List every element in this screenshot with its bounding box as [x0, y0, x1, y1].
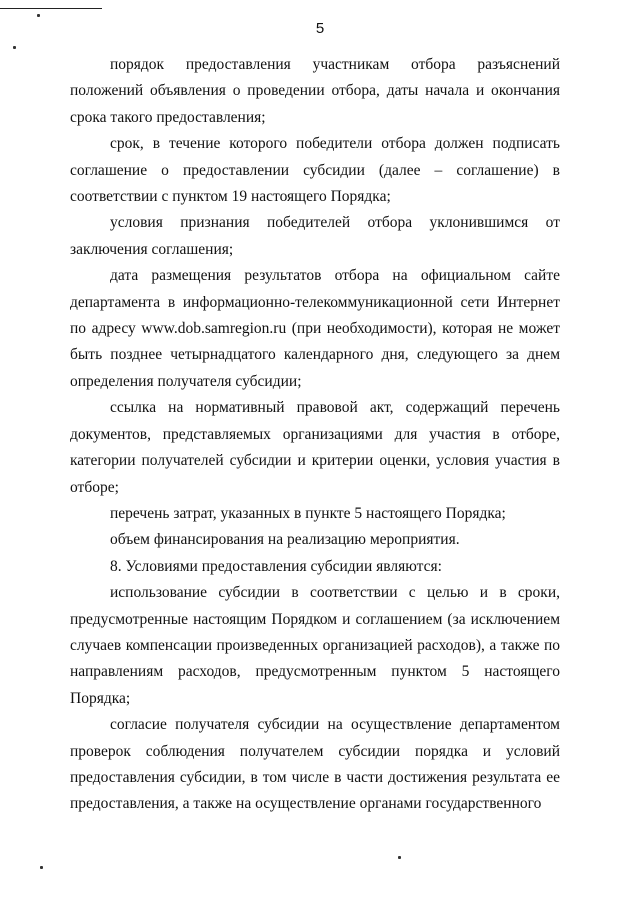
scan-speck — [40, 866, 43, 869]
scan-speck — [398, 856, 401, 859]
paragraph: 8. Условиями предоставления субсидии являются: — [110, 557, 442, 575]
paragraph: срок, в течение которого победители отбора должен подписать соглашение о предоставлении субсидии (далее – соглашение) в соответствии с пунктом 19 настоящего Порядка; — [70, 135, 560, 206]
header-rule — [0, 8, 102, 9]
paragraph: объем финансирования на реализацию мероприятия. — [110, 531, 460, 549]
body-text — [70, 52, 560, 818]
paragraph: использование субсидии в соответствии с целью и в сроки, предусмотренные настоящим Порядком и соглашением (за исключением случаев компенсации произведенных организацией расходов), а также по направлениям расходов, предусмотренным пунктом 5 настоящего Порядка; — [70, 584, 560, 707]
paragraph: условия признания победителей отбора уклонившимся от заключения соглашения; — [70, 214, 560, 258]
paragraph: порядок предоставления участникам отбора разъяснений положений объявления о проведении отбора, даты начала и окончания срока такого предоставления; — [70, 56, 560, 126]
paragraph: дата размещения результатов отбора на официальном сайте департамента в информационно-телекоммуникационной сети Интернет по адресу www.dob.samregion.ru (при необходимости), которая не может быть позднее четырнадцатого календарного дня, следующего за днем определения получателя субсидии; — [70, 267, 560, 390]
page-number: 5 — [315, 20, 325, 37]
paragraph: согласие получателя субсидии на осуществление департаментом проверок соблюдения получателем субсидии порядка и условий предоставления субсидии, в том числе в части достижения результата ее предоставления, а также на осуществление органами государственного — [70, 716, 560, 813]
scan-speck — [13, 46, 16, 49]
scan-speck — [37, 14, 40, 17]
paragraph: ссылка на нормативный правовой акт, содержащий перечень документов, представляемых организациями для участия в отборе, категории получателей субсидии и критерии оценки, условия участия в отборе; — [70, 399, 560, 496]
paragraph: перечень затрат, указанных в пункте 5 настоящего Порядка; — [110, 504, 506, 522]
